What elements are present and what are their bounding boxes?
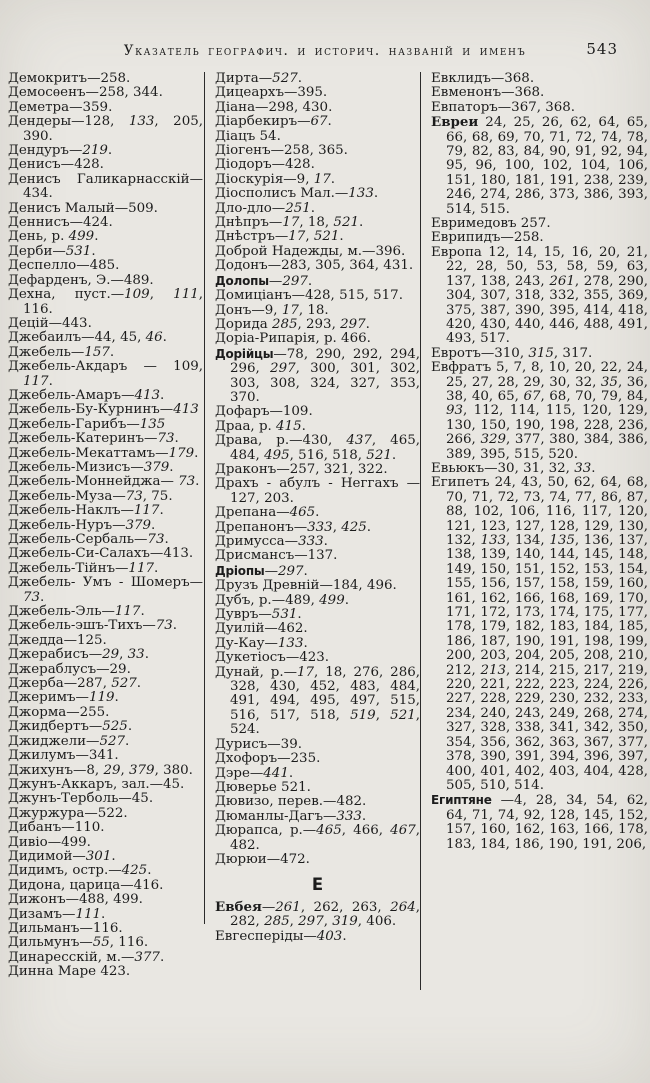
index-entry: Дукетіосъ—423. — [215, 650, 330, 666]
index-entry: Дицеархъ—395. — [215, 85, 328, 101]
index-entry: Друзъ Древній—184, 496. — [215, 578, 397, 594]
index-entry: Дижонъ—488, 499. — [8, 892, 143, 908]
index-entry: Децій—443. — [8, 315, 92, 331]
index-entry: Дофаръ—109. — [215, 404, 313, 420]
index-entry: Діогенъ—258, 365. — [215, 143, 348, 159]
index-entry: Діацъ 54. — [215, 128, 281, 144]
index-entry: Европа 12, 14, 15, 16, 20, 21, 22, 28, 50, 53, 58, 59, 63, 137, 138, 243, 261, 278, 290, 304, 307, 318, 332, 355, 369, 375, 387, 390, 395, 414, 418, 420, 430, 440, 446, 488, 491, 493, 517. — [431, 244, 648, 347]
index-entry: Джебель-Сербаль—73. — [8, 532, 169, 547]
index-entry: Діана—298, 430. — [215, 99, 333, 115]
index-entry: Евримедовъ 257. — [431, 216, 551, 232]
index-entry: Драва, р.—430, 437, 465, 484, 495, 516, 518, 521. — [215, 433, 420, 463]
index-entry: Джебель-Катеринъ—73. — [8, 431, 179, 447]
index-entry: Дрепанонъ—333, 425. — [215, 519, 372, 535]
index-entry: Джебель-Амаръ—413. — [8, 387, 165, 403]
index-entry: Дримусса—333. — [215, 534, 328, 549]
index-entry: Евротъ—310, 315, 317. — [431, 345, 593, 361]
index-entry: Дидимъ, остр.—425. — [8, 863, 152, 879]
index-entry: Евреи 24, 25, 26, 62, 64, 65, 66, 68, 69, 70, 71, 72, 74, 78, 79, 82, 83, 84, 90, 91, 92, 94, 95, 96, 100, 102, 104, 106, 151, 180, 181, 191, 238, 239, 246, 274, 286, 373, 386, 393, 514, 515. — [431, 114, 648, 217]
index-entry: Джеримъ—119. — [8, 690, 119, 706]
index-entry: Драа, р. 415. — [215, 418, 306, 434]
index-entry: Джераблусъ—29. — [8, 661, 131, 677]
index-column — [8, 72, 203, 980]
index-entry: Дибанъ—110. — [8, 820, 105, 836]
index-entry: Дорида 285, 293, 297. — [215, 316, 370, 332]
index-entry: Дрепана—465. — [215, 505, 320, 521]
index-entry: Джебель-Мизисъ—379. — [8, 459, 174, 475]
index-entry: Джебель-Акдаръ — 109, 117. — [8, 359, 203, 389]
index-entry: Днѣстръ—17, 521. — [215, 229, 344, 245]
index-entry: Евгесперіды—403. — [215, 928, 347, 944]
index-entry: Дхофоръ—235. — [215, 751, 321, 767]
index-entry: Денисъ—428. — [8, 157, 104, 173]
index-entry: Дуилій—462. — [215, 621, 308, 637]
index-entry: Джебель-Мекаттамъ—179. — [8, 445, 199, 461]
index-entry: Джебель-Тійнъ—117. — [8, 560, 159, 576]
index-entry: Дидимой—301. — [8, 848, 116, 864]
index-entry: Джебель-Моннейджа— 73. — [8, 474, 200, 490]
index-entry: Домиціанъ—428, 515, 517. — [215, 288, 403, 304]
index-entry: Джебель-Си-Салахъ—413. — [8, 546, 194, 562]
index-entry: Египетъ 24, 43, 50, 62, 64, 68, 70, 71, 72, 73, 74, 77, 86, 87, 88, 102, 106, 116, 117, 120, 121, 123, 127, 128, 129, 130, 132, 133, 134, 135, 136, 137, 138, 139, 140, 144, 145, 148, 149, 150, 151, 152, 153, 154, 155, 156, 157, 158, 159, 160, 161, 162, 166, 168, 169, 170, 171, 172, 173, 174, 175, 177, 178, 179, 182, 183, 184, 185, 186, 187, 190, 191, 198, 199, 200, 203, 204, 205, 208, 210, 212, 213, 214, 215, 217, 219, 220, 221, 222, 223, 224, 226, 227, 228, 229, 230, 232, 233, 234, 240, 243, 249, 268, 274, 327, 328, 338, 341, 342, 350, 354, 356, 362, 363, 367, 377, 378, 390, 391, 394, 396, 397, 400, 401, 402, 403, 404, 428, 505, 510, 514. — [431, 475, 648, 793]
index-entry: Дюрапса, р.—465, 466, 467, 482. — [215, 823, 420, 853]
index-column — [205, 72, 420, 944]
index-entry: Дефарденъ, Э.—489. — [8, 272, 154, 288]
index-entry: Джидбертъ—525. — [8, 719, 133, 735]
index-entry: Дидона, царица—416. — [8, 877, 164, 893]
index-entry: Дорійцы—78, 290, 292, 294, 296, 297, 300, 301, 302, 303, 308, 324, 327, 353, 370. — [215, 346, 420, 405]
index-entry: Діарбекиръ—67. — [215, 114, 332, 130]
index-entry: Дэре—441. — [215, 765, 294, 781]
index-entry: Дурисъ—39. — [215, 736, 302, 752]
index-entry: Евпаторъ—367, 368. — [431, 99, 576, 115]
index-entry: Дерби—531. — [8, 243, 96, 259]
index-entry: Діоскурія—9, 17. — [215, 171, 336, 187]
index-entry: Дріопы—297. — [215, 563, 308, 579]
index-columns — [0, 66, 650, 990]
section-heading: Е — [311, 875, 324, 895]
index-entry: Динаресскій, м.—377. — [8, 949, 165, 965]
index-entry: Драконъ—257, 321, 322. — [215, 461, 388, 477]
index-entry: Дивіо—499. — [8, 834, 91, 850]
index-entry: Дильмунъ—55, 116. — [8, 935, 149, 951]
index-entry: Дюрюи—472. — [215, 851, 310, 867]
index-entry: Евьюкъ—30, 31, 32, 33. — [431, 460, 596, 476]
index-entry: Джедда—125. — [8, 632, 107, 648]
index-entry: Джилумъ—341. — [8, 748, 119, 764]
index-entry: Дубъ, р.—489, 499. — [215, 592, 349, 608]
index-entry: Джебель-Наклъ—117. — [8, 503, 164, 519]
index-entry: Дрисмансъ—137. — [215, 548, 338, 564]
index-entry: Демокритъ—258. — [8, 71, 131, 86]
index-entry: Джуржура—522. — [8, 805, 128, 821]
index-column — [421, 72, 648, 852]
index-entry: Дюманлы-Дагъ—333. — [215, 808, 367, 824]
index-entry: Джерабисъ—29, 33. — [8, 647, 149, 663]
index-entry: Деспелло—485. — [8, 258, 120, 274]
index-entry: Демосѳенъ—258, 344. — [8, 85, 163, 101]
index-entry: Джиджели—527. — [8, 733, 130, 749]
index-entry: Діосполисъ Мал.—133. — [215, 186, 379, 202]
index-entry: Дирта—527. — [215, 71, 302, 86]
running-title: Указатель географич. и историч. названій и именъ — [123, 43, 527, 59]
index-entry: Джебель-Муза—73, 75. — [8, 488, 173, 504]
index-entry: Джерба—287, 527. — [8, 676, 142, 692]
index-entry: Деннисъ—424. — [8, 215, 113, 231]
index-entry: Додонъ—283, 305, 364, 431. — [215, 258, 414, 274]
index-entry: Доріа-Рипарія, р. 466. — [215, 331, 371, 347]
index-entry: Дювизо, перев.—482. — [215, 794, 367, 810]
index-entry: Дунай, р.—17, 18, 276, 286, 328, 430, 452, 483, 484, 491, 494, 495, 497, 515, 516, 517, 518, 519, 521, 524. — [215, 664, 420, 738]
index-entry: Дендуръ—219. — [8, 143, 113, 159]
index-entry: Деметра—359. — [8, 99, 113, 115]
index-entry: Денисъ Малый—509. — [8, 200, 158, 216]
index-entry: Джебель-Эль—117. — [8, 604, 145, 620]
index-entry: Джебель-эшъ-Тихъ—73. — [8, 618, 178, 634]
index-entry: Долопы—297. — [215, 273, 313, 289]
index-entry: Джорма—255. — [8, 704, 110, 720]
index-entry: Ду-Кау—133. — [215, 635, 308, 651]
index-entry: Дехна, пуст.—109, 111, 116. — [8, 287, 203, 317]
index-entry: Денисъ Галикарнасскій—434. — [8, 171, 203, 202]
index-entry: Джунъ-Аккаръ, зал.—45. — [8, 776, 185, 792]
index-entry: Джихунъ—8, 29, 379, 380. — [8, 762, 193, 778]
page-header — [0, 0, 650, 66]
index-entry: Дендеры—128, 133, 205, 390. — [8, 114, 203, 144]
index-entry: Доброй Надежды, м.—396. — [215, 243, 406, 259]
index-entry: Джунъ-Терболь—45. — [8, 791, 154, 807]
index-entry: День, р. 499. — [8, 229, 99, 245]
index-entry: Евклидъ—368. — [431, 71, 535, 86]
index-entry: Дло-дло—251. — [215, 200, 316, 216]
index-entry: Дюверье 521. — [215, 779, 311, 795]
index-entry: Евбея—261, 262, 263, 264, 282, 285, 297, 319, 406. — [215, 898, 420, 930]
index-entry: Днѣпръ—17, 18, 521. — [215, 215, 364, 231]
index-entry: Джебель—157. — [8, 344, 115, 360]
page-number: 543 — [586, 40, 618, 58]
index-entry: Динна Маре 423. — [8, 964, 131, 980]
index-entry: Дизамъ—111. — [8, 906, 106, 922]
index-entry: Драхъ - абулъ - Неггахъ — 127, 203. — [215, 476, 420, 506]
index-entry: Еврипидъ—258. — [431, 230, 544, 246]
index-entry: Діодоръ—428. — [215, 157, 315, 173]
index-entry: Джебель- Умъ - Шомеръ—73. — [8, 575, 203, 605]
index-entry: Египтяне —4, 28, 34, 54, 62, 64, 71, 74, 92, 128, 145, 152, 157, 160, 162, 163, 166, 178, 183, 184, 186, 190, 191, 206, — [431, 793, 648, 852]
index-entry: Донъ—9, 17, 18. — [215, 302, 329, 318]
index-entry: Джебель-Бу-Курнинъ—413 — [8, 402, 199, 418]
index-entry: Джебель-Нуръ—379. — [8, 517, 156, 533]
index-entry: Джебаилъ—44, 45, 46. — [8, 330, 167, 346]
index-entry: Евменонъ—368. — [431, 85, 545, 101]
index-entry: Евфратъ 5, 7, 8, 10, 20, 22, 24, 25, 27, 28, 29, 30, 32, 35, 36, 38, 40, 65, 67, 68, 70, 79, 84, 93, 112, 114, 115, 120, 129, 130, 150, 190, 198, 228, 236, 266, 329, 377, 380, 384, 386, 389, 395, 515, 520. — [431, 360, 649, 462]
index-entry: Дильманъ—116. — [8, 920, 123, 936]
index-entry: Дувръ—531. — [215, 607, 302, 623]
index-entry: Джебель-Гарибъ—135 — [8, 416, 166, 432]
